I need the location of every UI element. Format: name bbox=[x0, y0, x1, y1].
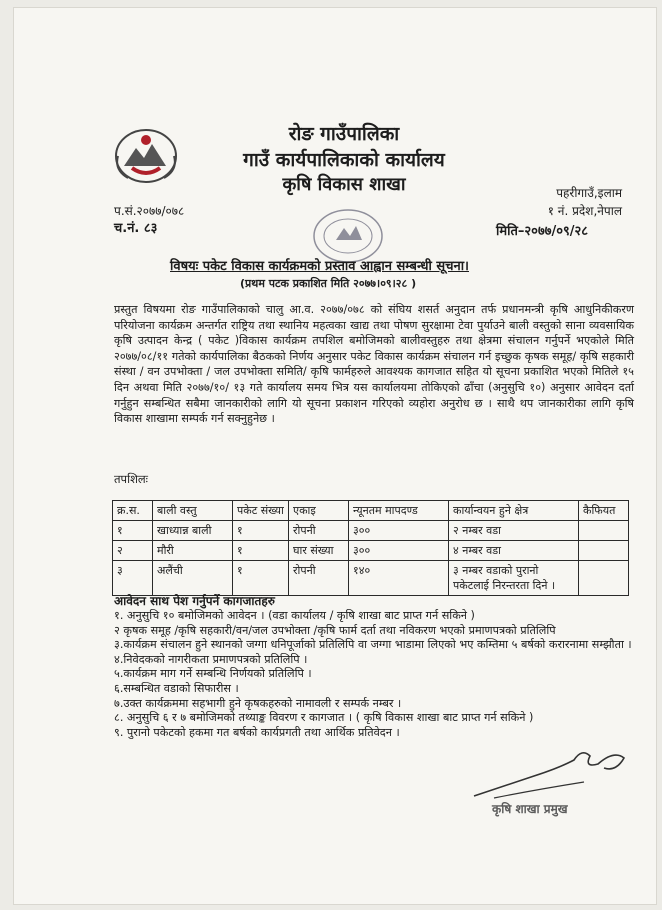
table-cell: ३ bbox=[113, 561, 153, 596]
list-item: ९. पुरानो पकेटको हकमा गत बर्षको कार्यप्रगती तथा आर्थिक प्रतिवेदन । bbox=[114, 725, 400, 739]
table-header: पकेट संख्या bbox=[233, 501, 289, 521]
issue-date: मिति–२०७७/०९/२८ bbox=[496, 224, 588, 239]
municipality-name: रोङ गाउँपालिका bbox=[288, 123, 400, 145]
letter-reference-number: प.सं.२०७७/०७८ bbox=[114, 204, 185, 218]
table-cell: ४ नम्बर वडा bbox=[449, 541, 579, 561]
address-line-2: १ नं. प्रदेश,नेपाल bbox=[547, 204, 622, 218]
list-item: ५.कार्यक्रम माग गर्ने सम्बन्धि निर्णयको प्रतिलिपि । bbox=[114, 667, 312, 681]
table-cell: २ नम्बर वडा bbox=[449, 521, 579, 541]
list-item: ६.सम्बन्धित वडाको सिफारीस । bbox=[114, 681, 239, 695]
table-header: बाली वस्तु bbox=[153, 501, 233, 521]
required-documents-list bbox=[114, 609, 634, 740]
table-row bbox=[113, 521, 629, 541]
table-header: कार्यान्वयन हुने क्षेत्र bbox=[449, 501, 579, 521]
notice-body-paragraph: प्रस्तुत विषयमा रोङ गाउँपालिकाको चालु आ.व. २०७७/०७८ को संघिय शसर्त अनुदान तर्फ प्रधानमन्त्री कृषि आधुनिकीकरण परियोजना कार्यक्रम अन्तर्गत राष्ट्रिय तथा स्थानिय महत्वका खाद्य तथा पोषण सुरक्षामा टेवा पुर्याउने बाली वस्तुको साना व्यवसायिक कृषि उत्पादन केन्द्र ( पकेट )विकास कार्यक्रम तपशिल बमोजिमको बालीवस्तुहरु तथा क्षेत्रमा संचालन गर्नुपर्ने भएकोले मिति २०७७/०८/११ गतेको कार्यपालिका बैठकको निर्णय अनुसार पकेट विकास कार्यक्रम संचालन गर्न इच्छुक कृषक समूह/ कृषि सहकारी संस्था / वन उपभोक्ता / जल उपभोक्ता समिति/ कृषि फार्महरुले आवश्यक कागजात सहित यो सूचना प्रकाशित भएको मितिले १५ दिन अथवा मिति २०७७/१०/ १३ गते कार्यालय समय भित्र यस कार्यालयमा तोकिएको ढाँचा (अनुसुचि १०) अनुसार आवेदन दर्ता गर्नुहुन सम्बन्धित सबैमा जानकारीको लागि यो सूचना प्रकाशन गरिएको व्यहोरा अनुरोध छ । साथै थप जानकारीका लागि कृषि विकास शाखामा सम्पर्क गर्न सक्नुहुनेछ । bbox=[114, 303, 634, 426]
list-item: ८. अनुसुचि ६ र ७ बमोजिमको तथ्याङ्क विवरण र कागजात । ( कृषि विकास शाखा बाट प्राप्त गर्न सकिने ) bbox=[114, 711, 534, 725]
table-cell: २ bbox=[113, 541, 153, 561]
table-row bbox=[113, 541, 629, 561]
table-cell bbox=[579, 521, 629, 541]
list-item: ७.उक्त कार्यक्रममा सहभागी हुने कृषकहरुको नामावली र सम्पर्क नम्बर । bbox=[114, 696, 402, 710]
table-cell: घार संख्या bbox=[289, 541, 349, 561]
dispatch-number: च.नं. ८३ bbox=[114, 221, 158, 236]
notice-page bbox=[14, 8, 656, 904]
table-cell: अलैंची bbox=[153, 561, 233, 596]
table-cell: खाध्यान्न बाली bbox=[153, 521, 233, 541]
first-publication-note: (प्रथम पटक प्रकाशित मिति २०७७।०९।२८ ) bbox=[240, 277, 417, 290]
table-header: एकाइ bbox=[289, 501, 349, 521]
list-item: १. अनुसुचि १० बमोजिमको आवेदन । (वडा कार्यालय / कृषि शाखा बाट प्राप्त गर्न सकिने ) bbox=[114, 609, 475, 622]
required-documents-heading: आवेदन साथ पेश गर्नुपर्ने कागजातहरु bbox=[114, 594, 275, 608]
table-header: कैफियत bbox=[579, 501, 629, 521]
table-cell bbox=[579, 541, 629, 561]
pocket-program-table bbox=[112, 500, 629, 596]
section-name: कृषि विकास शाखा bbox=[282, 174, 406, 195]
signer-title: कृषि शाखा प्रमुख bbox=[492, 802, 568, 816]
table-header: क्र.स. bbox=[113, 501, 153, 521]
table-cell: १ bbox=[113, 521, 153, 541]
list-item: ४.निवेदकको नागरीकता प्रमाणपत्रको प्रतिलिपि । bbox=[114, 652, 308, 666]
table-cell: मौरी bbox=[153, 541, 233, 561]
table-cell: १ bbox=[233, 561, 289, 596]
table-cell: १ bbox=[233, 521, 289, 541]
list-item: २ कृषक समूह /कृषि सहकारी/वन/जल उपभोक्ता /कृषि फार्म दर्ता तथा नविकरण भएको प्रमाणपत्रको प्रतिलिपि bbox=[114, 623, 556, 637]
table-cell: ३ नम्बर वडाको पुरानो पकेटलाई निरन्तरता दिने । bbox=[449, 561, 579, 596]
notice-subject: विषयः पकेट विकास कार्यक्रमको प्रस्ताव आह्वान सम्बन्धी सूचना। bbox=[170, 259, 469, 274]
handwritten-signature-icon bbox=[464, 738, 634, 808]
table-cell: १४० bbox=[349, 561, 449, 596]
address-line-1: पहरीगाउँ,इलाम bbox=[556, 186, 622, 200]
list-item: ३.कार्यक्रम संचालन हुने स्थानको जग्गा धनिपूर्जाको प्रतिलिपि वा जग्गा भाडामा लिएको भए कम्तिमा ५ बर्षको करारनामा सम्झौता । bbox=[114, 638, 632, 652]
table-cell: ३०० bbox=[349, 541, 449, 561]
table-cell bbox=[579, 561, 629, 596]
table-cell: रोपनी bbox=[289, 521, 349, 541]
table-header: न्यूनतम मापदण्ड bbox=[349, 501, 449, 521]
office-name: गाउँ कार्यपालिकाको कार्यालय bbox=[243, 149, 445, 171]
table-cell: १ bbox=[233, 541, 289, 561]
nepal-government-emblem-icon bbox=[106, 126, 186, 186]
table-cell: रोपनी bbox=[289, 561, 349, 596]
schedule-label: तपशिलः bbox=[114, 472, 149, 486]
table-header-row bbox=[113, 501, 629, 521]
table-row bbox=[113, 561, 629, 596]
table-cell: ३०० bbox=[349, 521, 449, 541]
